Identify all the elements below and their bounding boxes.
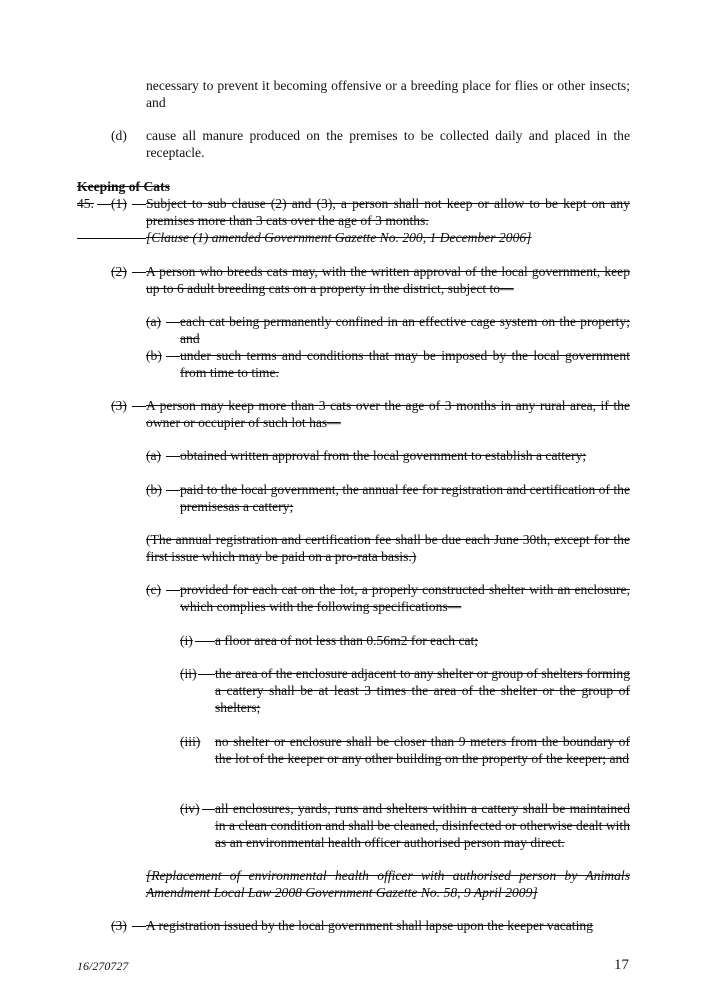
strike-gap-line (166, 490, 180, 491)
item-d-text: cause all manure produced on the premises to be collected daily and placed in the receptacle. (146, 128, 630, 160)
spec-ii-label: (ii) (180, 666, 197, 681)
replacement-amendment-note: [Replacement of environmental health officer with authorised person by Animals Amendment Local Law 2008 Government Gazette No. 58, 9 April 2009] (146, 868, 630, 900)
subclause-3-text: A person may keep more than 3 cats over the age of 3 months in any rural area, if the owner or occupier of such lot has— (146, 398, 630, 430)
spec-ii-text: the area of the enclosure adjacent to any shelter or group of shelters forming a cattery shall be at least 3 times the area of the shelter or the group of shelters; (215, 666, 630, 715)
strike-lead-line (77, 238, 146, 239)
page-number: 17 (614, 957, 629, 973)
spec-iii-label: (iii) (180, 734, 201, 749)
clause-1-amendment-note: [Clause (1) amended Government Gazette No. 200, 1 December 2006] (146, 230, 532, 245)
strike-gap-line (195, 641, 215, 642)
item-3b-text: paid to the local government, the annual fee for registration and certification of the premisesas a cattery; (180, 482, 630, 514)
item-3a-label: (a) (146, 448, 162, 463)
clause-number: 45. (77, 196, 94, 211)
subclause-3-registration-label: (3) (111, 918, 127, 933)
clause-1-text: Subject to sub clause (2) and (3), a person shall not keep or allow to be kept on any premises more than 3 cats over the age of 3 months. (146, 196, 630, 228)
strike-gap-line (97, 204, 111, 205)
document-reference: 16/270727 (77, 959, 129, 973)
strike-gap-line (198, 674, 215, 675)
spec-iii-text: no shelter or enclosure shall be closer than 9 meters from the boundary of the lot of the keeper or any other building on the property of the keeper; and (215, 734, 630, 766)
item-3b-label: (b) (146, 482, 162, 497)
subclause-2-label: (2) (111, 264, 127, 279)
item-3c-label: (c) (146, 582, 162, 597)
paragraph-continuation: necessary to prevent it becoming offensive or a breeding place for flies or other insects; and (146, 78, 630, 110)
strike-gap-line (166, 590, 180, 591)
strike-gap-line (202, 809, 215, 810)
item-d-label: (d) (111, 128, 127, 143)
strike-gap-line (132, 204, 146, 205)
item-3a-text: obtained written approval from the local government to establish a cattery; (180, 448, 587, 463)
item-2b-text: under such terms and conditions that may be imposed by the local government from time to time. (180, 348, 630, 380)
strike-gap-line (166, 456, 180, 457)
item-2a-label: (a) (146, 314, 162, 329)
strike-gap-line (132, 272, 146, 273)
item-2a-text: each cat being permanently confined in an effective cage system on the property; and (180, 314, 630, 346)
subclause-3-label: (3) (111, 398, 127, 413)
strike-gap-line (132, 406, 146, 407)
subclause-2-text: A person who breeds cats may, with the written approval of the local government, keep up to 6 adult breeding cats on a property in the district, subject to— (146, 264, 630, 296)
spec-i-text: a floor area of not less than 0.56m2 for each cat; (215, 633, 479, 648)
spec-i-label: (i) (180, 633, 193, 648)
section-heading: Keeping of Cats (77, 179, 170, 194)
item-2b-label: (b) (146, 348, 162, 363)
annual-fee-note: (The annual registration and certification fee shall be due each June 30th, except for the first issue which may be paid on a pro-rata basis.) (146, 532, 630, 564)
strike-gap-line (166, 356, 180, 357)
spec-iv-text: all enclosures, yards, runs and shelters within a cattery shall be maintained in a clean condition and shall be cleaned, disinfected or otherwise dealt with as an environmental health officer authorised person may direct. (215, 801, 630, 850)
strike-gap-line (132, 926, 146, 927)
spec-iv-label: (iv) (180, 801, 200, 816)
item-3c-text: provided for each cat on the lot, a properly constructed shelter with an enclosure, which complies with the following specifications— (180, 582, 630, 614)
clause-1-label: (1) (111, 196, 127, 211)
strike-gap-line (166, 322, 180, 323)
subclause-3-registration-text: A registration issued by the local government shall lapse upon the keeper vacating (146, 918, 593, 933)
